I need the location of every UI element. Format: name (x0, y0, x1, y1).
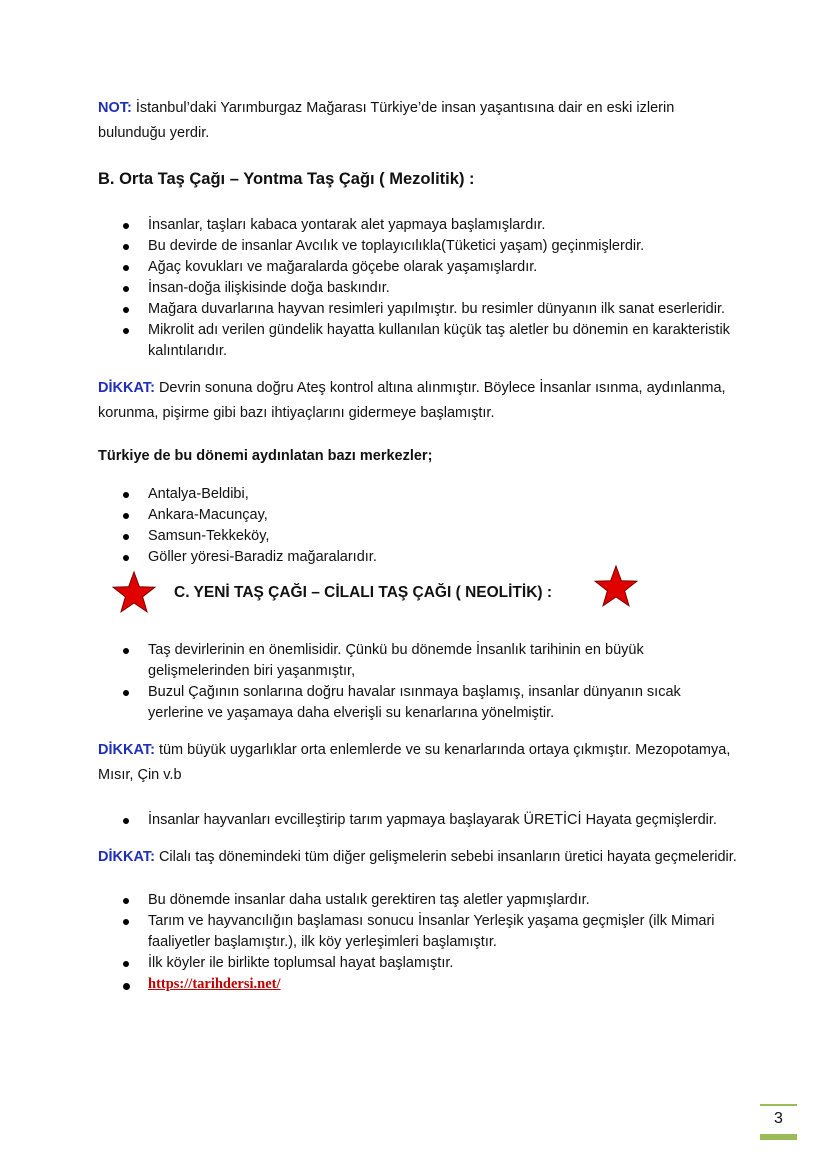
list-item: Ağaç kovukları ve mağaralarda göçebe olarak yaşamışlardır. (98, 257, 738, 278)
list-item: İnsan-doğa ilişkisinde doğa baskındır. (98, 278, 738, 299)
page-number-bottom-rule (760, 1134, 797, 1140)
section-c-bullet-list-2 (98, 810, 738, 831)
website-link-item (98, 974, 738, 995)
list-item: Göller yöresi-Baradiz mağaralarıdır. (98, 547, 738, 568)
website-link[interactable]: https://tarihdersi.net/ (148, 976, 281, 992)
dikkat-label: DİKKAT: (98, 380, 155, 396)
list-item: İnsanlar, taşları kabaca yontarak alet yapmaya başlamışlardır. (98, 215, 738, 236)
list-item: Mikrolit adı verilen gündelik hayatta kullanılan küçük taş aletler bu dönemin en karakteristik kalıntılarıdır. (98, 320, 738, 362)
list-item: Taş devirlerinin en önemlisidir. Çünkü bu dönemde İnsanlık tarihinin en büyük gelişmelerinden biri yaşanmıştır, (98, 640, 738, 682)
list-item: Tarım ve hayvancılığın başlaması sonucu İnsanlar Yerleşik yaşama geçmişler (ilk Mimari faaliyetler başlamıştır.), ilk köy yerleşimleri başlamıştır. (98, 911, 738, 953)
note-paragraph (98, 96, 738, 146)
list-item: Bu dönemde insanlar daha ustalık gerektiren taş aletler yapmışlardır. (98, 890, 738, 911)
centers-list (98, 484, 738, 568)
section-b-bullet-list (98, 215, 738, 362)
list-item: İnsanlar hayvanları evcilleştirip tarım yapmaya başlayarak ÜRETİCİ Hayata geçmişlerdir. (98, 810, 738, 831)
list-item: Samsun-Tekkeköy, (98, 526, 738, 547)
dikkat-text: Cilalı taş dönemindeki tüm diğer gelişmelerin sebebi insanların üretici hayata geçmeleridir. (154, 849, 737, 865)
note-text: İstanbul’daki Yarımburgaz Mağarası Türkiye’de insan yaşantısına dair en eski izlerin bulunduğu yerdir. (98, 100, 675, 141)
section-c-bullet-list-3 (98, 890, 738, 995)
dikkat-producer-paragraph (98, 845, 738, 870)
dikkat-label: DİKKAT: (98, 742, 155, 758)
section-c-heading-row (98, 572, 738, 614)
section-b-heading: B. Orta Taş Çağı – Yontma Taş Çağı ( Mezolitik) : (98, 170, 475, 188)
red-star-icon (112, 570, 156, 614)
dikkat-text: tüm büyük uygarlıklar orta enlemlerde ve su kenarlarında ortaya çıkmıştır. Mezopotamya, Mısır, Çin v.b (98, 742, 731, 783)
page-number: 3 (774, 1110, 783, 1127)
dikkat-label: DİKKAT: (98, 849, 155, 865)
list-item: Ankara-Macunçay, (98, 505, 738, 526)
list-item: Antalya-Beldibi, (98, 484, 738, 505)
dikkat-fire-paragraph (98, 376, 738, 426)
document-page (98, 96, 738, 995)
list-item: İlk köyler ile birlikte toplumsal hayat başlamıştır. (98, 953, 738, 974)
dikkat-civilizations-paragraph (98, 738, 738, 788)
section-c-bullet-list-1 (98, 640, 738, 724)
centers-title: Türkiye de bu dönemi aydınlatan bazı merkezler; (98, 448, 433, 464)
red-star-icon (594, 564, 638, 608)
list-item: Mağara duvarlarına hayvan resimleri yapılmıştır. bu resimler dünyanın ilk sanat eserleridir. (98, 299, 738, 320)
section-c-heading: C. YENİ TAŞ ÇAĞI – CİLALI TAŞ ÇAĞI ( NEOLİTİK) : (174, 584, 553, 601)
list-item: Buzul Çağının sonlarına doğru havalar ısınmaya başlamış, insanlar dünyanın sıcak yerlerine ve yaşamaya daha elverişli su kenarlarına yönelmiştir. (98, 682, 738, 724)
page-number-box (760, 1104, 797, 1140)
note-label: NOT: (98, 100, 132, 116)
page-number-top-rule (760, 1104, 797, 1106)
dikkat-text: Devrin sonuna doğru Ateş kontrol altına alınmıştır. Böylece İnsanlar ısınma, aydınlanma, korunma, pişirme gibi bazı ihtiyaçlarını gidermeye başlamıştır. (98, 380, 726, 421)
list-item: Bu devirde de insanlar Avcılık ve toplayıcılıkla(Tüketici yaşam) geçinmişlerdir. (98, 236, 738, 257)
